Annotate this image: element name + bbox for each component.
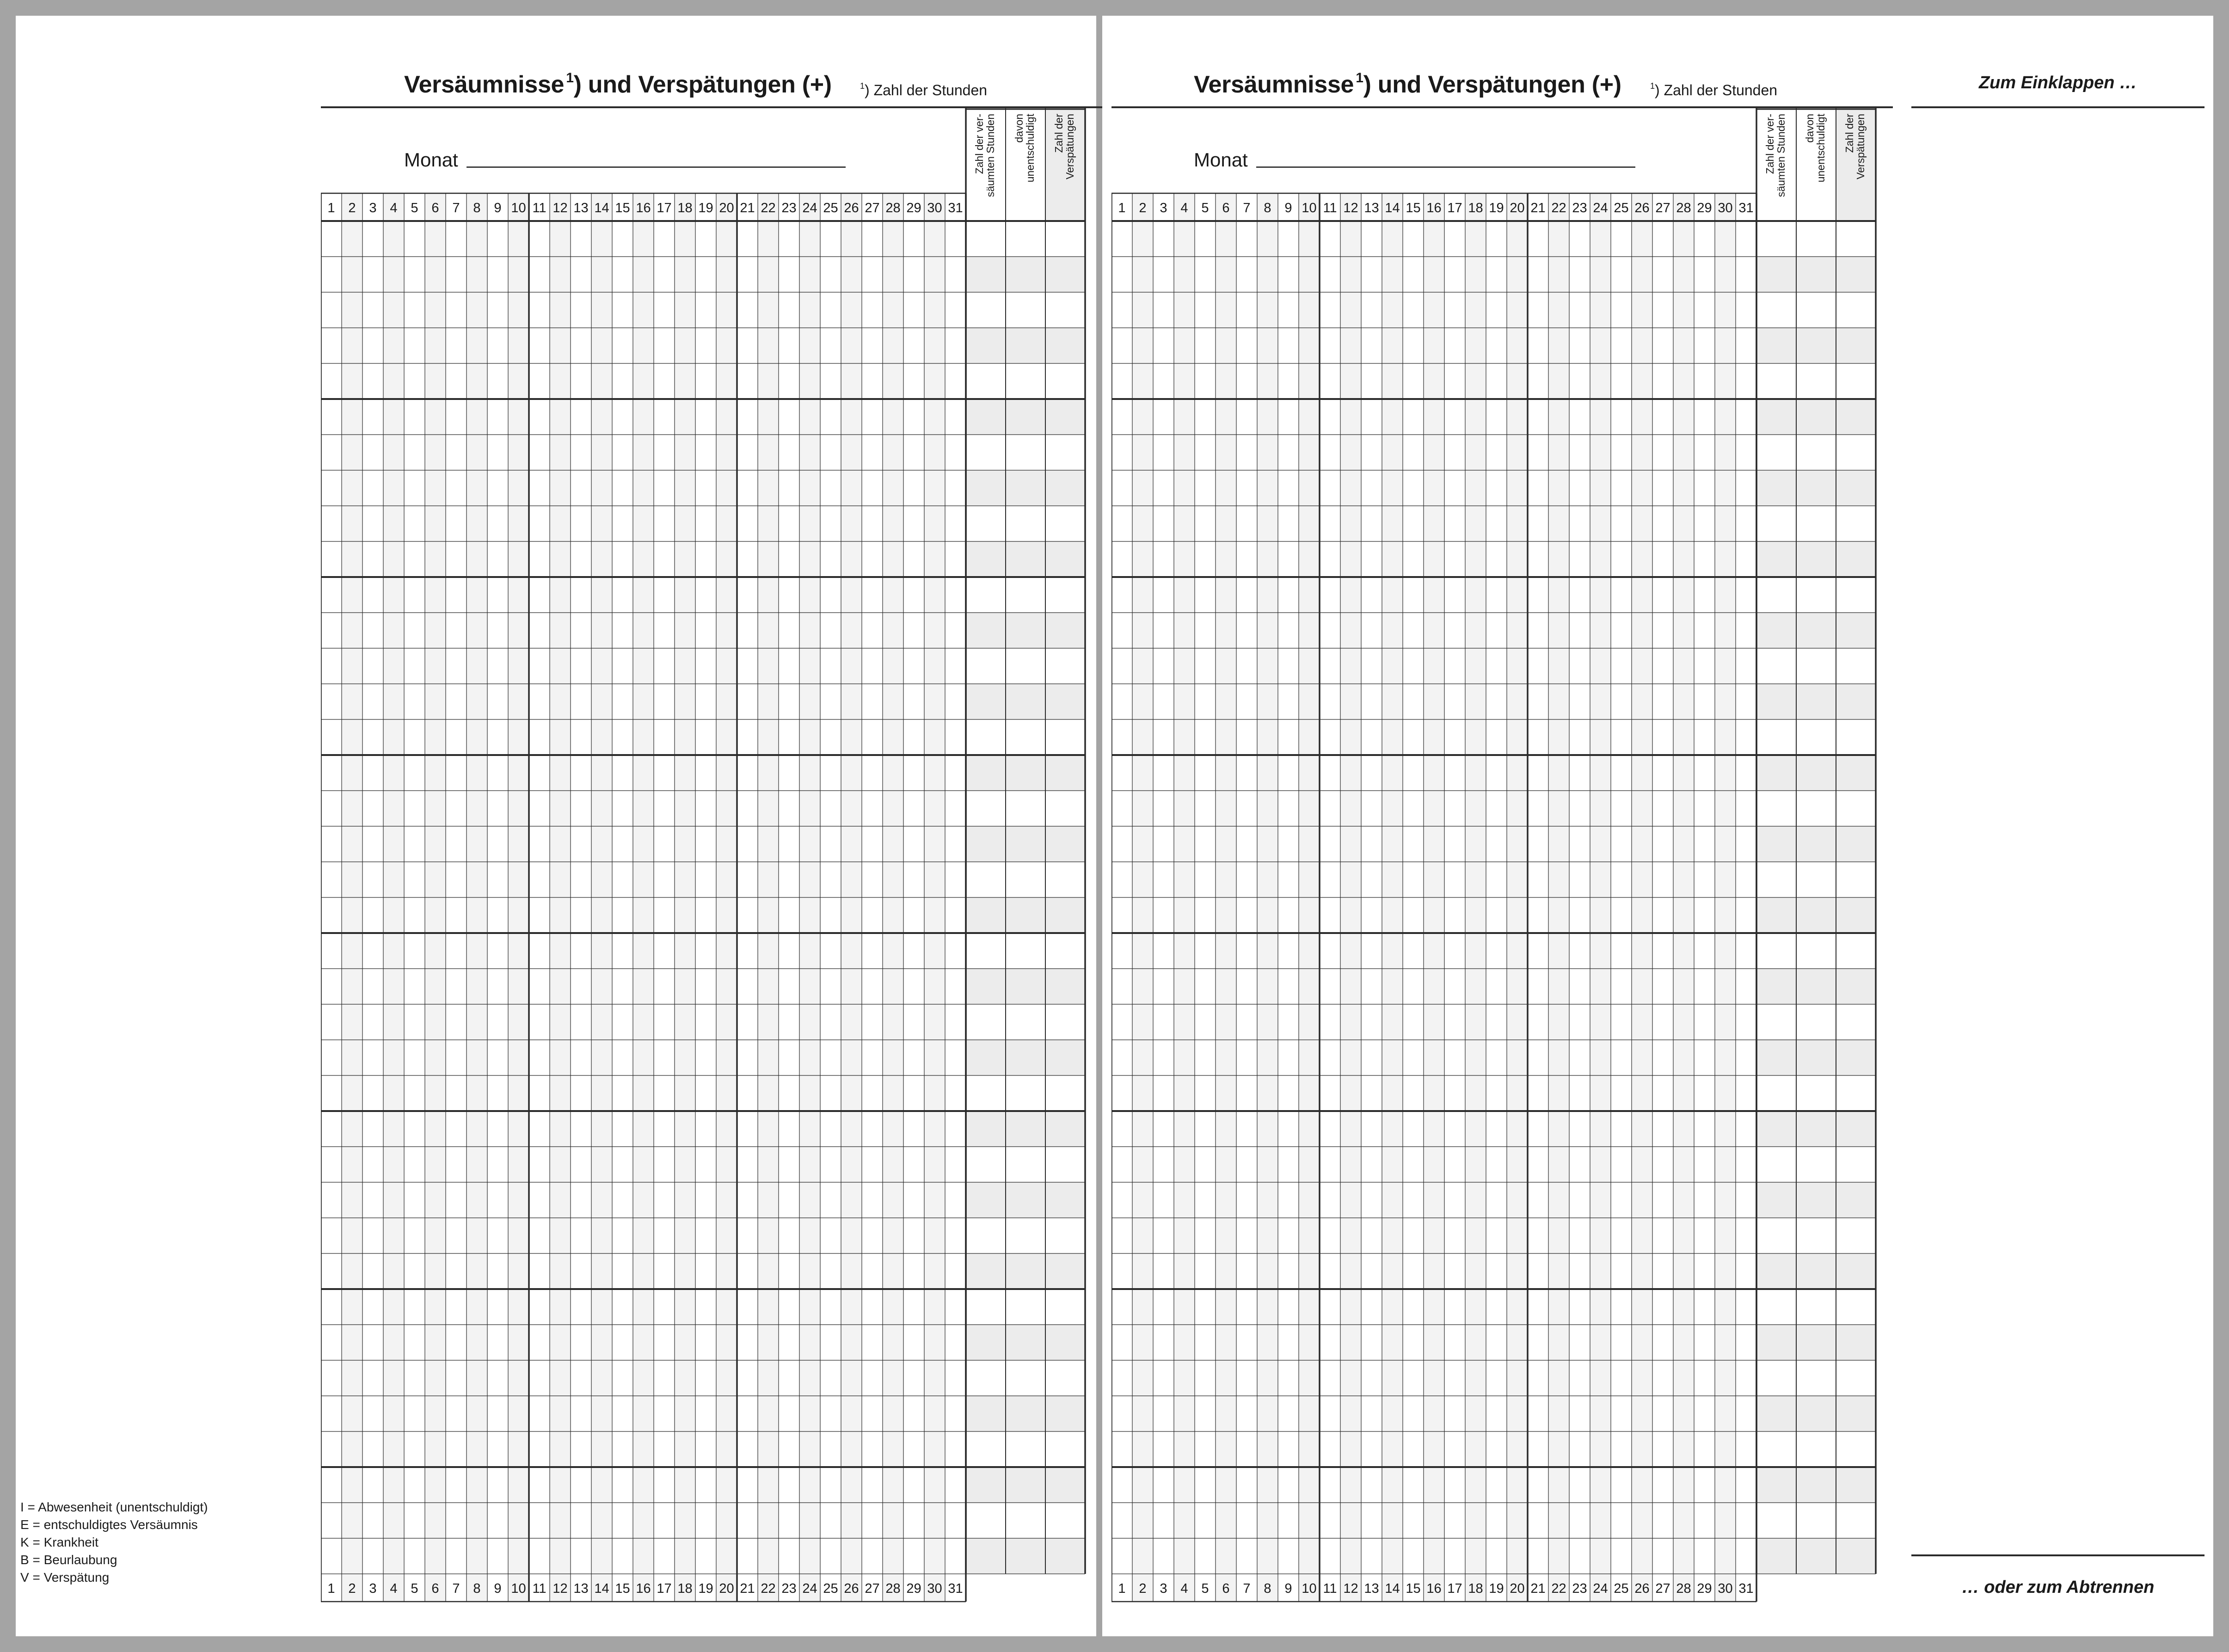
summary-header: Zahl derVerspätungen	[1053, 114, 1076, 179]
day-number-top: 26	[1634, 201, 1650, 215]
day-number-top: 2	[1139, 201, 1147, 215]
day-number-bottom: 6	[431, 1581, 439, 1596]
attendance-grid-right	[1111, 108, 1893, 1620]
day-number-bottom: 26	[1634, 1581, 1650, 1596]
day-number-top: 1	[327, 201, 335, 215]
summary-header: davonunentschuldigt	[1013, 114, 1036, 183]
day-number-top: 18	[1468, 201, 1483, 215]
day-number-bottom: 7	[1243, 1581, 1251, 1596]
day-number-bottom: 24	[1593, 1581, 1608, 1596]
day-number-bottom: 7	[452, 1581, 460, 1596]
day-number-bottom: 18	[1468, 1581, 1483, 1596]
day-number-bottom: 30	[1718, 1581, 1733, 1596]
day-number-bottom: 29	[906, 1581, 921, 1596]
day-number-top: 22	[1551, 201, 1566, 215]
day-number-top: 9	[1284, 201, 1292, 215]
day-number-top: 28	[1676, 201, 1691, 215]
day-number-bottom: 1	[1118, 1581, 1126, 1596]
day-number-bottom: 17	[657, 1581, 672, 1596]
day-number-top: 7	[452, 201, 460, 215]
day-number-top: 10	[511, 201, 526, 215]
day-number-top: 5	[411, 201, 418, 215]
day-number-bottom: 28	[1676, 1581, 1691, 1596]
day-number-top: 30	[1718, 201, 1733, 215]
day-number-bottom: 2	[1139, 1581, 1147, 1596]
day-number-top: 28	[885, 201, 901, 215]
day-number-bottom: 15	[1406, 1581, 1421, 1596]
day-number-top: 23	[1572, 201, 1587, 215]
day-number-bottom: 11	[1323, 1581, 1337, 1596]
day-number-top: 25	[1614, 201, 1629, 215]
day-number-top: 18	[677, 201, 693, 215]
day-number-top: 13	[573, 201, 589, 215]
day-number-top: 9	[494, 201, 502, 215]
day-number-bottom: 10	[511, 1581, 526, 1596]
day-number-bottom: 2	[348, 1581, 356, 1596]
day-number-bottom: 22	[761, 1581, 776, 1596]
day-number-bottom: 22	[1551, 1581, 1566, 1596]
day-number-bottom: 18	[677, 1581, 693, 1596]
day-number-top: 22	[761, 201, 776, 215]
day-number-bottom: 11	[532, 1581, 547, 1596]
day-number-bottom: 27	[1655, 1581, 1670, 1596]
day-number-bottom: 20	[719, 1581, 734, 1596]
day-number-top: 16	[636, 201, 651, 215]
day-number-top: 13	[1364, 201, 1379, 215]
day-number-bottom: 14	[1385, 1581, 1400, 1596]
summary-header: Zahl der ver-säumten Stunden	[1764, 114, 1787, 197]
day-number-top: 21	[1530, 201, 1546, 215]
fold-rule-bottom	[1911, 1554, 2204, 1556]
day-number-top: 3	[369, 201, 377, 215]
day-number-bottom: 25	[1614, 1581, 1629, 1596]
day-number-top: 11	[1323, 201, 1337, 215]
day-number-top: 31	[1738, 201, 1754, 215]
day-number-top: 21	[740, 201, 755, 215]
day-number-top: 12	[1343, 201, 1358, 215]
attendance-grid-left	[321, 108, 1102, 1620]
day-number-bottom: 27	[865, 1581, 880, 1596]
day-number-bottom: 4	[390, 1581, 398, 1596]
day-number-top: 14	[1385, 201, 1400, 215]
day-number-top: 10	[1302, 201, 1317, 215]
day-number-top: 29	[906, 201, 921, 215]
legend-item: I = Abwesenheit (unentschuldigt)	[20, 1500, 208, 1514]
day-number-bottom: 28	[885, 1581, 901, 1596]
page-right	[1102, 16, 2213, 1636]
day-number-bottom: 20	[1510, 1581, 1525, 1596]
fold-label-bottom: … oder zum Abtrennen	[1961, 1578, 2155, 1597]
day-number-bottom: 21	[1530, 1581, 1546, 1596]
day-number-top: 24	[1593, 201, 1608, 215]
day-number-bottom: 3	[369, 1581, 377, 1596]
day-number-top: 26	[844, 201, 859, 215]
legend-item: E = entschuldigtes Versäumnis	[20, 1517, 198, 1532]
title-footnote: $^1$) Zahl der Stunden	[860, 81, 988, 98]
fold-rule-top	[1911, 106, 2204, 108]
legend-item: K = Krankheit	[20, 1535, 98, 1549]
day-number-bottom: 25	[823, 1581, 838, 1596]
day-number-top: 1	[1118, 201, 1126, 215]
day-number-bottom: 15	[615, 1581, 630, 1596]
day-number-top: 3	[1160, 201, 1167, 215]
day-number-bottom: 12	[553, 1581, 568, 1596]
fold-label-top: Zum Einklappen …	[1978, 73, 2137, 92]
day-number-bottom: 29	[1697, 1581, 1712, 1596]
day-number-bottom: 8	[1264, 1581, 1271, 1596]
day-number-top: 27	[1655, 201, 1670, 215]
page-left	[16, 16, 1096, 1636]
day-number-bottom: 31	[1738, 1581, 1754, 1596]
legend-item: B = Beurlaubung	[20, 1553, 117, 1567]
day-number-bottom: 31	[948, 1581, 963, 1596]
legend	[20, 1498, 208, 1586]
day-number-bottom: 12	[1343, 1581, 1358, 1596]
summary-header: Zahl derVerspätungen	[1843, 114, 1867, 179]
day-number-top: 20	[719, 201, 734, 215]
day-number-top: 8	[1264, 201, 1271, 215]
day-number-top: 14	[594, 201, 609, 215]
day-number-top: 19	[1489, 201, 1504, 215]
day-number-bottom: 21	[740, 1581, 755, 1596]
sheet-title: Versäumnisse $^1$) und Verspätungen (+)	[404, 70, 832, 98]
day-number-bottom: 13	[573, 1581, 589, 1596]
day-number-top: 23	[781, 201, 797, 215]
day-number-bottom: 8	[473, 1581, 481, 1596]
day-number-top: 4	[1180, 201, 1188, 215]
day-number-bottom: 3	[1160, 1581, 1167, 1596]
monat-label: Monat	[1194, 149, 1248, 171]
title-footnote: $^1$) Zahl der Stunden	[1650, 81, 1778, 98]
day-number-top: 29	[1697, 201, 1712, 215]
day-number-top: 17	[657, 201, 672, 215]
summary-header: davonunentschuldigt	[1804, 114, 1827, 183]
day-number-top: 6	[1222, 201, 1230, 215]
day-number-bottom: 16	[636, 1581, 651, 1596]
day-number-top: 7	[1243, 201, 1251, 215]
day-number-top: 4	[390, 201, 398, 215]
day-number-bottom: 6	[1222, 1581, 1230, 1596]
day-number-top: 11	[532, 201, 547, 215]
day-number-bottom: 26	[844, 1581, 859, 1596]
day-number-top: 25	[823, 201, 838, 215]
summary-header: Zahl der ver-säumten Stunden	[973, 114, 996, 197]
day-number-bottom: 23	[1572, 1581, 1587, 1596]
monat-label: Monat	[404, 149, 458, 171]
day-number-top: 6	[431, 201, 439, 215]
day-number-top: 8	[473, 201, 481, 215]
day-number-bottom: 30	[927, 1581, 942, 1596]
day-number-top: 16	[1426, 201, 1442, 215]
day-number-top: 15	[615, 201, 630, 215]
day-number-top: 19	[698, 201, 713, 215]
day-number-bottom: 19	[1489, 1581, 1504, 1596]
day-number-top: 27	[865, 201, 880, 215]
day-number-bottom: 16	[1426, 1581, 1442, 1596]
day-number-bottom: 9	[1284, 1581, 1292, 1596]
day-number-top: 30	[927, 201, 942, 215]
day-number-top: 15	[1406, 201, 1421, 215]
day-number-bottom: 5	[1201, 1581, 1209, 1596]
day-number-top: 24	[802, 201, 817, 215]
day-number-bottom: 17	[1447, 1581, 1462, 1596]
sheet-title: Versäumnisse $^1$) und Verspätungen (+)	[1194, 70, 1621, 98]
day-number-bottom: 19	[698, 1581, 713, 1596]
day-number-top: 20	[1510, 201, 1525, 215]
day-number-bottom: 14	[594, 1581, 609, 1596]
day-number-bottom: 1	[327, 1581, 335, 1596]
legend-item: V = Verspätung	[20, 1570, 110, 1584]
day-number-bottom: 9	[494, 1581, 502, 1596]
day-number-top: 2	[348, 201, 356, 215]
day-number-top: 17	[1447, 201, 1462, 215]
day-number-bottom: 10	[1302, 1581, 1317, 1596]
day-number-top: 31	[948, 201, 963, 215]
day-number-bottom: 24	[802, 1581, 817, 1596]
day-number-top: 5	[1201, 201, 1209, 215]
day-number-bottom: 4	[1180, 1581, 1188, 1596]
day-number-bottom: 23	[781, 1581, 797, 1596]
day-number-bottom: 13	[1364, 1581, 1379, 1596]
day-number-top: 12	[553, 201, 568, 215]
day-number-bottom: 5	[411, 1581, 418, 1596]
